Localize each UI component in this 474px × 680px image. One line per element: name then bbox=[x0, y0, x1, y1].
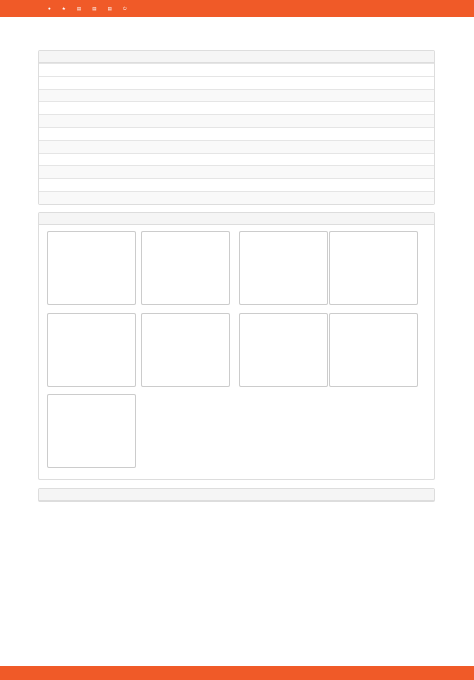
table-cell bbox=[401, 166, 434, 179]
solution-panel bbox=[38, 488, 435, 502]
step-matrix bbox=[141, 313, 230, 387]
table-cell bbox=[171, 102, 204, 115]
table-cell bbox=[39, 153, 72, 166]
column-header bbox=[302, 64, 335, 77]
table-cell bbox=[368, 115, 401, 128]
table-cell bbox=[269, 89, 302, 102]
table-cell bbox=[105, 127, 138, 140]
table-cell bbox=[204, 153, 237, 166]
power-icon: ⏻ bbox=[122, 6, 127, 11]
footer bbox=[0, 666, 474, 680]
step-matrix bbox=[329, 313, 418, 387]
nav-link-password[interactable] bbox=[108, 6, 114, 12]
table-cell bbox=[335, 127, 368, 140]
table-cell bbox=[204, 140, 237, 153]
table-cell bbox=[204, 179, 237, 192]
matrix-row bbox=[146, 300, 225, 307]
table-row bbox=[39, 153, 434, 166]
table-cell bbox=[401, 191, 434, 204]
table-cell bbox=[204, 191, 237, 204]
folder-icon: ▤ bbox=[92, 5, 97, 11]
table-cell bbox=[171, 89, 204, 102]
column-header bbox=[269, 64, 302, 77]
table-cell bbox=[236, 76, 269, 89]
table-cell bbox=[269, 179, 302, 192]
table-cell bbox=[204, 166, 237, 179]
table-cell bbox=[401, 89, 434, 102]
table-cell bbox=[171, 153, 204, 166]
table-cell bbox=[171, 191, 204, 204]
table-cell bbox=[335, 115, 368, 128]
table-cell bbox=[269, 127, 302, 140]
column-header bbox=[105, 64, 138, 77]
navbar bbox=[0, 0, 474, 17]
table-cell bbox=[302, 115, 335, 128]
table-cell bbox=[236, 140, 269, 153]
table-cell bbox=[105, 102, 138, 115]
star-icon: ★ bbox=[61, 5, 66, 11]
table-cell bbox=[302, 166, 335, 179]
table-cell bbox=[138, 191, 171, 204]
table-cell bbox=[401, 153, 434, 166]
table-cell bbox=[302, 140, 335, 153]
step-matrix bbox=[47, 231, 136, 305]
table-cell bbox=[335, 102, 368, 115]
table-cell bbox=[368, 191, 401, 204]
step-matrix bbox=[141, 231, 230, 305]
table-cell bbox=[138, 102, 171, 115]
table-cell bbox=[335, 153, 368, 166]
table-row bbox=[39, 140, 434, 153]
table-cell bbox=[302, 102, 335, 115]
table-cell bbox=[105, 76, 138, 89]
matrix-row bbox=[146, 382, 225, 389]
table-cell bbox=[302, 127, 335, 140]
table-row bbox=[39, 76, 434, 89]
table-cell bbox=[72, 166, 105, 179]
table-cell bbox=[269, 166, 302, 179]
step-matrix bbox=[239, 231, 328, 305]
table-cell bbox=[72, 153, 105, 166]
table-row bbox=[39, 179, 434, 192]
table-row bbox=[39, 102, 434, 115]
nav-link-logout[interactable] bbox=[123, 6, 129, 12]
table-cell bbox=[138, 127, 171, 140]
table-cell bbox=[236, 89, 269, 102]
table-cell bbox=[138, 153, 171, 166]
table-cell bbox=[269, 153, 302, 166]
table-cell bbox=[39, 76, 72, 89]
table-cell bbox=[204, 102, 237, 115]
table-cell bbox=[236, 102, 269, 115]
table-cell bbox=[368, 153, 401, 166]
table-cell bbox=[269, 140, 302, 153]
table-cell bbox=[105, 191, 138, 204]
table-cell bbox=[105, 140, 138, 153]
matrix-row bbox=[334, 300, 413, 307]
table-cell bbox=[236, 153, 269, 166]
table-cell bbox=[236, 191, 269, 204]
table-cell bbox=[236, 127, 269, 140]
table-cell bbox=[39, 191, 72, 204]
table-cell bbox=[302, 89, 335, 102]
column-header bbox=[72, 64, 105, 77]
steps-panel bbox=[38, 212, 435, 480]
step-matrix bbox=[239, 313, 328, 387]
table-cell bbox=[335, 89, 368, 102]
column-header bbox=[368, 64, 401, 77]
table-cell bbox=[138, 179, 171, 192]
folder-icon: ▤ bbox=[107, 5, 112, 11]
table-cell bbox=[335, 166, 368, 179]
table-cell bbox=[105, 115, 138, 128]
table-cell bbox=[368, 127, 401, 140]
table-cell bbox=[39, 115, 72, 128]
table-cell bbox=[236, 179, 269, 192]
table-cell bbox=[401, 115, 434, 128]
column-header bbox=[236, 64, 269, 77]
column-header bbox=[401, 64, 434, 77]
table-row bbox=[39, 115, 434, 128]
data-panel bbox=[38, 50, 435, 205]
table-cell bbox=[335, 191, 368, 204]
table-cell bbox=[401, 102, 434, 115]
table-cell bbox=[368, 166, 401, 179]
table-cell bbox=[204, 127, 237, 140]
table-cell bbox=[269, 102, 302, 115]
table-cell bbox=[72, 191, 105, 204]
table-cell bbox=[171, 76, 204, 89]
matrix-row bbox=[52, 382, 131, 389]
table-cell bbox=[138, 140, 171, 153]
table-cell bbox=[401, 179, 434, 192]
table-cell bbox=[72, 127, 105, 140]
step-matrix bbox=[47, 394, 136, 468]
matrix-row bbox=[52, 463, 131, 470]
column-header bbox=[138, 64, 171, 77]
table-cell bbox=[105, 153, 138, 166]
nav-link-titik[interactable] bbox=[48, 6, 53, 12]
table-cell bbox=[105, 166, 138, 179]
matrix-row bbox=[244, 382, 323, 389]
table-row bbox=[39, 89, 434, 102]
table-cell bbox=[204, 76, 237, 89]
table-cell bbox=[236, 166, 269, 179]
table-cell bbox=[401, 76, 434, 89]
table-cell bbox=[171, 166, 204, 179]
table-cell bbox=[269, 191, 302, 204]
table-cell bbox=[138, 89, 171, 102]
table-cell bbox=[302, 179, 335, 192]
table-cell bbox=[105, 89, 138, 102]
table-cell bbox=[105, 179, 138, 192]
matrix-row bbox=[334, 382, 413, 389]
table-cell bbox=[302, 191, 335, 204]
table-cell bbox=[72, 76, 105, 89]
table-cell bbox=[39, 102, 72, 115]
table-cell bbox=[39, 89, 72, 102]
table-cell bbox=[72, 102, 105, 115]
table-cell bbox=[269, 115, 302, 128]
table-cell bbox=[401, 140, 434, 153]
folder-icon: ▤ bbox=[76, 5, 82, 11]
table-cell bbox=[335, 76, 368, 89]
column-header bbox=[171, 64, 204, 77]
step-matrix bbox=[47, 313, 136, 387]
table-cell bbox=[335, 179, 368, 192]
steps-grid bbox=[39, 225, 434, 478]
table-cell bbox=[39, 127, 72, 140]
nav-link-floyd-warshall[interactable] bbox=[92, 6, 98, 12]
solution-panel-heading bbox=[39, 489, 434, 501]
data-table bbox=[39, 63, 434, 204]
table-cell bbox=[72, 89, 105, 102]
table-cell bbox=[138, 115, 171, 128]
table-cell bbox=[171, 115, 204, 128]
table-cell bbox=[171, 140, 204, 153]
column-header bbox=[204, 64, 237, 77]
table-cell bbox=[39, 179, 72, 192]
table-cell bbox=[72, 179, 105, 192]
table-cell bbox=[368, 102, 401, 115]
table-cell bbox=[204, 89, 237, 102]
nav-link-robot[interactable] bbox=[62, 6, 68, 12]
nav-link-greedy[interactable] bbox=[77, 6, 83, 12]
steps-panel-heading bbox=[39, 213, 434, 225]
table-cell bbox=[39, 140, 72, 153]
table-cell bbox=[269, 76, 302, 89]
table-cell bbox=[302, 153, 335, 166]
step-matrix bbox=[329, 231, 418, 305]
table-row bbox=[39, 127, 434, 140]
table-cell bbox=[171, 179, 204, 192]
table-cell bbox=[138, 76, 171, 89]
table-cell bbox=[204, 115, 237, 128]
table-cell bbox=[368, 179, 401, 192]
table-cell bbox=[171, 127, 204, 140]
table-row bbox=[39, 191, 434, 204]
nav-menu bbox=[48, 6, 138, 12]
table-cell bbox=[236, 115, 269, 128]
table-cell bbox=[368, 89, 401, 102]
matrix-row bbox=[244, 300, 323, 307]
table-cell bbox=[335, 140, 368, 153]
column-header bbox=[335, 64, 368, 77]
table-cell bbox=[72, 140, 105, 153]
table-cell bbox=[368, 140, 401, 153]
data-panel-heading bbox=[39, 51, 434, 63]
table-cell bbox=[401, 127, 434, 140]
table-row bbox=[39, 166, 434, 179]
table-cell bbox=[302, 76, 335, 89]
table-cell bbox=[368, 76, 401, 89]
circle-icon: ● bbox=[48, 6, 51, 11]
table-cell bbox=[39, 166, 72, 179]
table-cell bbox=[138, 166, 171, 179]
matrix-row bbox=[52, 300, 131, 307]
table-cell bbox=[72, 115, 105, 128]
column-header bbox=[39, 64, 72, 77]
